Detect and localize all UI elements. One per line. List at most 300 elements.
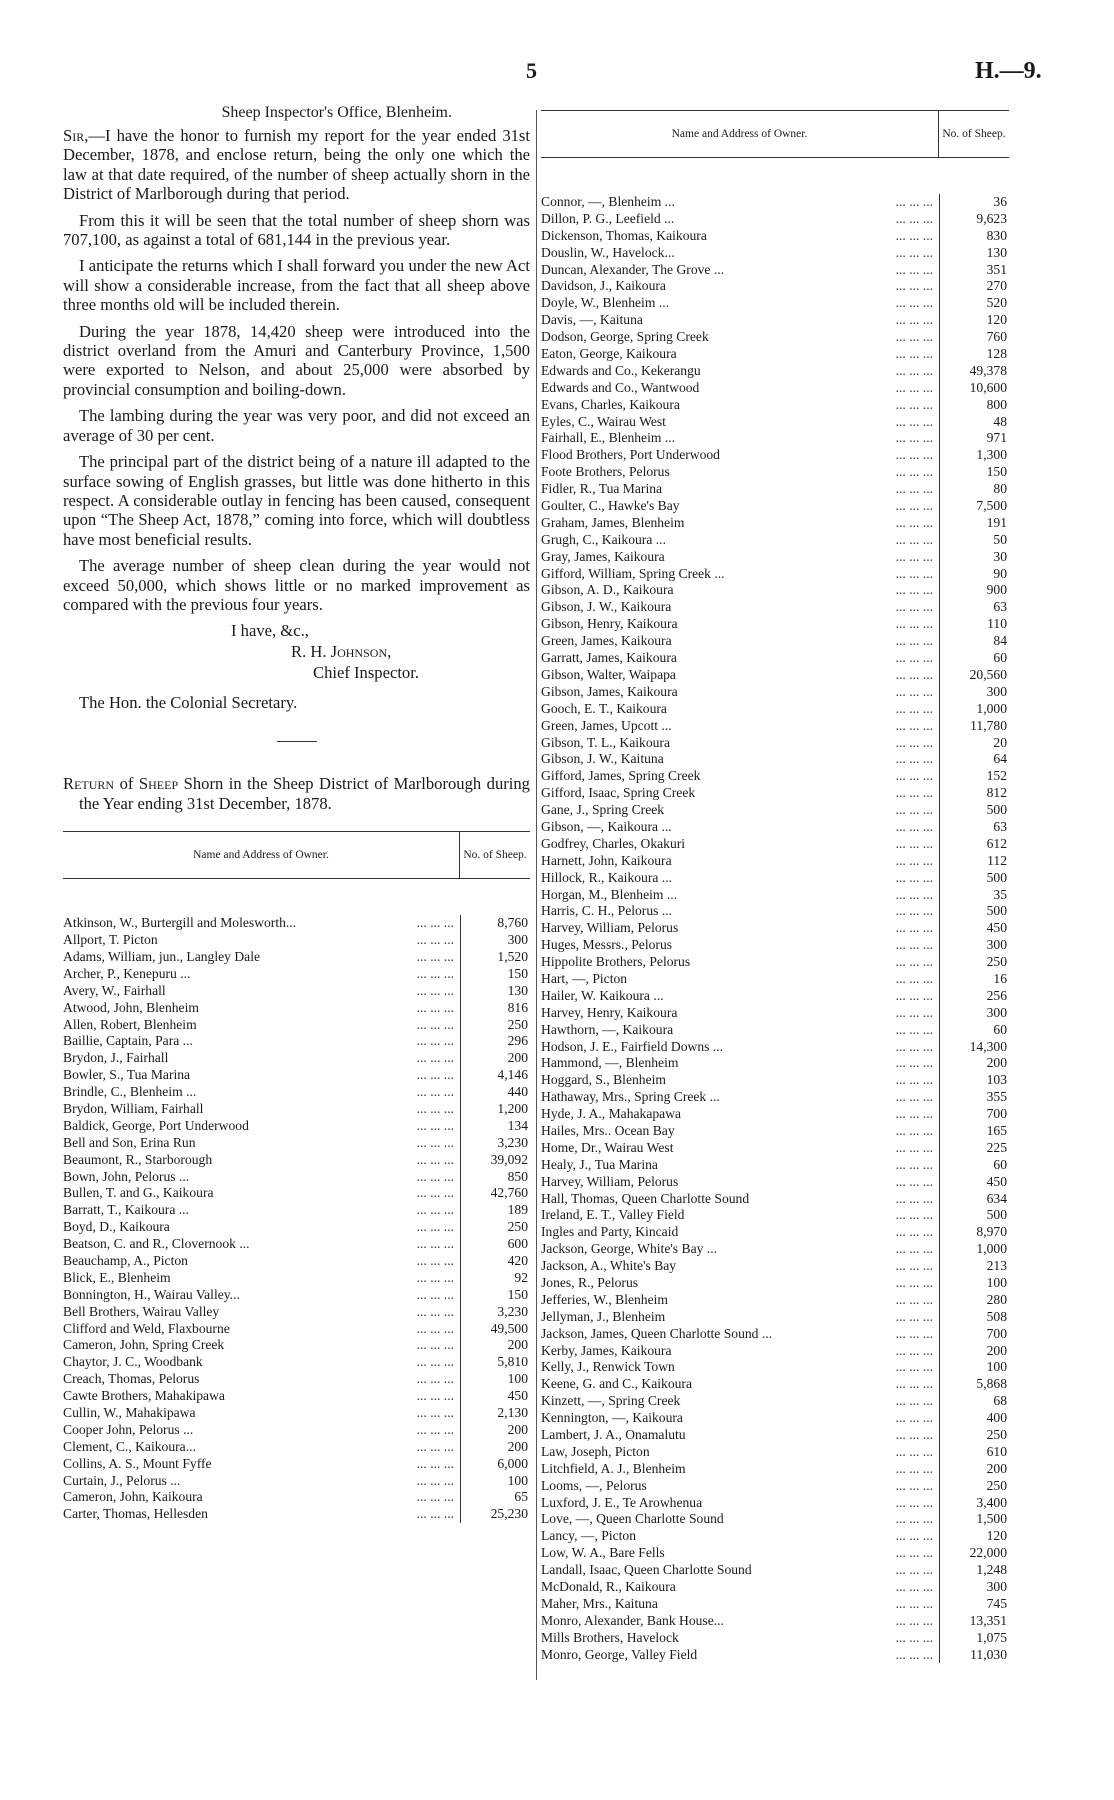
owner-name: Gifford, Isaac, Spring Creek ... ... ... [541, 785, 933, 801]
owner-name: Avery, W., Fairhall ... ... ... [63, 982, 454, 998]
leader-dots: ... ... ... [895, 987, 933, 1003]
table-row [541, 1055, 1009, 1072]
sheep-count: 900 [939, 582, 1009, 599]
owner-name: Duncan, Alexander, The Grove ... ... ... ... [541, 261, 933, 277]
table-row [63, 1489, 530, 1506]
leader-dots: ... ... ... [895, 852, 933, 868]
table-row [541, 1207, 1009, 1224]
leader-dots: ... ... ... [895, 565, 933, 581]
owner-name: Brydon, William, Fairhall ... ... ... [63, 1100, 454, 1116]
leader-dots: ... ... ... [895, 1646, 933, 1662]
leader-dots: ... ... ... [895, 1173, 933, 1189]
leader-dots: ... ... ... [895, 751, 933, 767]
owner-name: Dickenson, Thomas, Kaikoura ... ... ... [541, 227, 933, 243]
column-header-sheep: No. of Sheep. [459, 832, 530, 878]
owner-name: Hailes, Mrs.. Ocean Bay ... ... ... [541, 1122, 933, 1138]
table-row [541, 1528, 1009, 1545]
leader-dots: ... ... ... [416, 1100, 454, 1116]
sheep-count: 189 [460, 1202, 530, 1219]
owner-name: Jellyman, J., Blenheim ... ... ... [541, 1308, 933, 1324]
table-row [63, 1422, 530, 1439]
table-row [541, 1359, 1009, 1376]
leader-dots: ... ... ... [895, 1612, 933, 1628]
leader-dots: ... ... ... [416, 965, 454, 981]
letter-paragraph-5: The lambing during the year was very poor, and did not exceed an average of 30 per cent. [63, 406, 530, 445]
column-header-name: Name and Address of Owner. [671, 128, 808, 140]
owner-name: Beaumont, R., Starborough ... ... ... [63, 1151, 454, 1167]
leader-dots: ... ... ... [416, 915, 454, 931]
table-row [63, 983, 530, 1000]
owner-name: Harvey, William, Pelorus ... ... ... [541, 1173, 933, 1189]
recipient: The Hon. the Colonial Secretary. [79, 693, 298, 713]
table-row [63, 1067, 530, 1084]
sheep-count: 35 [939, 887, 1009, 904]
owner-name: Litchfield, A. J., Blenheim ... ... ... [541, 1460, 933, 1476]
sheep-count: 500 [939, 870, 1009, 887]
leader-dots: ... ... ... [895, 886, 933, 902]
owner-name: Home, Dr., Wairau West ... ... ... [541, 1139, 933, 1155]
owner-name: Harnett, John, Kaikoura ... ... ... [541, 852, 933, 868]
owner-name: Bown, John, Pelorus ... ... ... ... [63, 1168, 454, 1184]
leader-dots: ... ... ... [895, 700, 933, 716]
table-row [63, 932, 530, 949]
table-row [541, 380, 1009, 397]
leader-dots: ... ... ... [416, 1421, 454, 1437]
leader-dots: ... ... ... [895, 1545, 933, 1561]
sheep-count: 30 [939, 549, 1009, 566]
signatory: R. H. Johnson, [291, 642, 392, 662]
section-divider [277, 741, 317, 742]
owner-name: Clifford and Weld, Flaxbourne ... ... ... [63, 1320, 454, 1336]
sheep-count: 130 [460, 983, 530, 1000]
sheep-count: 8,970 [939, 1224, 1009, 1241]
leader-dots: ... ... ... [895, 717, 933, 733]
table-row [541, 566, 1009, 583]
table-row [541, 1343, 1009, 1360]
table-row [541, 430, 1009, 447]
sheep-count: 1,248 [939, 1562, 1009, 1579]
leader-dots: ... ... ... [416, 1168, 454, 1184]
table-row [63, 1337, 530, 1354]
owner-name: McDonald, R., Kaikoura ... ... ... [541, 1579, 933, 1595]
sheep-count: 68 [939, 1393, 1009, 1410]
sheep-count: 200 [939, 1343, 1009, 1360]
sheep-count: 63 [939, 819, 1009, 836]
table-row [541, 768, 1009, 785]
owner-name: Foote Brothers, Pelorus ... ... ... [541, 464, 933, 480]
table-row [541, 903, 1009, 920]
sheep-count: 49,378 [939, 363, 1009, 380]
table-row [541, 515, 1009, 532]
owner-name: Keene, G. and C., Kaikoura ... ... ... [541, 1376, 933, 1392]
leader-dots: ... ... ... [895, 633, 933, 649]
table-row [541, 329, 1009, 346]
owner-name: Lambert, J. A., Onamalutu ... ... ... [541, 1427, 933, 1443]
owner-name: Hailer, W. Kaikoura ... ... ... ... [541, 987, 933, 1003]
sheep-count: 48 [939, 414, 1009, 431]
return-title: Return of Sheep Shorn in the Sheep District of Marlborough during the Year ending 31st December, 1878. [63, 774, 530, 813]
owner-name: Atkinson, W., Burtergill and Molesworth... ... ... ... [63, 915, 454, 931]
leader-dots: ... ... ... [895, 1072, 933, 1088]
owner-name: Jones, R., Pelorus ... ... ... [541, 1275, 933, 1290]
owner-name: Hart, —, Picton ... ... ... [541, 970, 933, 986]
letter-paragraph-3: I anticipate the returns which I shall forward you under the new Act will show a considerable increase, from the fact that all sheep above three months old will be included therein. [63, 256, 530, 315]
sheep-count: 3,230 [460, 1135, 530, 1152]
leader-dots: ... ... ... [416, 1303, 454, 1319]
sheep-count: 634 [939, 1191, 1009, 1208]
leader-dots: ... ... ... [416, 1202, 454, 1218]
table-row [541, 582, 1009, 599]
table-row [63, 1185, 530, 1202]
owner-name: Hathaway, Mrs., Spring Creek ... ... ... ... [541, 1089, 933, 1105]
table-row [63, 1473, 530, 1490]
leader-dots: ... ... ... [895, 1089, 933, 1105]
leader-dots: ... ... ... [895, 1443, 933, 1459]
leader-dots: ... ... ... [895, 937, 933, 953]
sheep-count: 300 [939, 1005, 1009, 1022]
leader-dots: ... ... ... [895, 194, 933, 209]
owner-name: Bell Brothers, Wairau Valley ... ... ... [63, 1303, 454, 1319]
owner-name: Mills Brothers, Havelock ... ... ... [541, 1629, 933, 1645]
sheep-count: 800 [939, 397, 1009, 414]
owner-name: Atwood, John, Blenheim ... ... ... [63, 999, 454, 1015]
owner-name: Carter, Thomas, Hellesden ... ... ... [63, 1506, 454, 1522]
owner-name: Edwards and Co., Wantwood ... ... ... [541, 379, 933, 395]
owner-name: Lancy, —, Picton ... ... ... [541, 1528, 933, 1544]
right-column [541, 110, 1009, 1663]
leader-dots: ... ... ... [895, 582, 933, 598]
leader-dots: ... ... ... [895, 1004, 933, 1020]
owner-name: Hall, Thomas, Queen Charlotte Sound ... ... ... [541, 1190, 933, 1206]
sheep-count: 64 [939, 751, 1009, 768]
owner-name: Beauchamp, A., Picton ... ... ... [63, 1252, 454, 1268]
sheep-count: 300 [939, 1579, 1009, 1596]
leader-dots: ... ... ... [416, 1388, 454, 1404]
letter-paragraph-4: During the year 1878, 14,420 sheep were introduced into the district overland from the Amuri and Canterbury Province, 1,500 were exported to Nelson, and about 25,000 were absorbed by provincial consumption and boiling-down. [63, 321, 530, 399]
owner-name: Doyle, W., Blenheim ... ... ... ... [541, 295, 933, 311]
table-row [541, 633, 1009, 650]
owner-name: Clement, C., Kaikoura... ... ... ... [63, 1438, 454, 1454]
table-row [63, 1405, 530, 1422]
leader-dots: ... ... ... [416, 1236, 454, 1252]
table-row [541, 1630, 1009, 1647]
leader-dots: ... ... ... [895, 1207, 933, 1223]
leader-dots: ... ... ... [895, 970, 933, 986]
table-row [63, 1118, 530, 1135]
owner-name: Connor, —, Blenheim ... ... ... ... [541, 194, 933, 209]
table-row [541, 1191, 1009, 1208]
sheep-count: 850 [460, 1169, 530, 1186]
sheep-count: 610 [939, 1444, 1009, 1461]
table-row [541, 1022, 1009, 1039]
sheep-count: 80 [939, 481, 1009, 498]
sheep-count: 351 [939, 262, 1009, 279]
leader-dots: ... ... ... [895, 683, 933, 699]
sheep-count: 450 [939, 920, 1009, 937]
sheep-count: 420 [460, 1253, 530, 1270]
leader-dots: ... ... ... [895, 1122, 933, 1138]
leader-dots: ... ... ... [416, 1084, 454, 1100]
owner-name: Godfrey, Charles, Okakuri ... ... ... [541, 835, 933, 851]
sheep-count: 60 [939, 1157, 1009, 1174]
owner-name: Brindle, C., Blenheim ... ... ... ... [63, 1084, 454, 1100]
owner-name: Beatson, C. and R., Clovernook ... ... ... ... [63, 1236, 454, 1252]
sheep-count: 200 [460, 1422, 530, 1439]
leader-dots: ... ... ... [895, 1460, 933, 1476]
owner-name: Douslin, W., Havelock... ... ... ... [541, 244, 933, 260]
leader-dots: ... ... ... [895, 1021, 933, 1037]
leader-dots: ... ... ... [895, 1528, 933, 1544]
leader-dots: ... ... ... [895, 1595, 933, 1611]
leader-dots: ... ... ... [416, 1050, 454, 1066]
owner-name: Hawthorn, —, Kaikoura ... ... ... [541, 1021, 933, 1037]
owner-name: Bell and Son, Erina Run ... ... ... [63, 1134, 454, 1150]
sheep-count: 6,000 [460, 1456, 530, 1473]
sheep-count: 296 [460, 1033, 530, 1050]
table-row [541, 853, 1009, 870]
table-row [63, 1439, 530, 1456]
table-row [541, 481, 1009, 498]
sheep-count: 250 [460, 1219, 530, 1236]
leader-dots: ... ... ... [895, 1258, 933, 1274]
owner-name: Eaton, George, Kaikoura ... ... ... [541, 346, 933, 362]
table-row [541, 346, 1009, 363]
sheep-count: 256 [939, 988, 1009, 1005]
owner-name: Law, Joseph, Picton ... ... ... [541, 1443, 933, 1459]
sheep-count: 20 [939, 735, 1009, 752]
column-header-name: Name and Address of Owner. [193, 849, 329, 862]
leader-dots: ... ... ... [895, 1241, 933, 1257]
column-header-sheep: No. of Sheep. [938, 111, 1009, 157]
sheep-count: 1,000 [939, 1241, 1009, 1258]
owner-name: Grugh, C., Kaikoura ... ... ... ... [541, 531, 933, 547]
sheep-count: 11,030 [939, 1647, 1009, 1664]
table-row [541, 312, 1009, 329]
table-row [63, 1236, 530, 1253]
sheep-count: 250 [939, 1427, 1009, 1444]
owner-name: Luxford, J. E., Te Arowhenua ... ... ... [541, 1494, 933, 1510]
owner-name: Kinzett, —, Spring Creek ... ... ... [541, 1393, 933, 1409]
owner-name: Gane, J., Spring Creek ... ... ... [541, 802, 933, 818]
table-row [541, 701, 1009, 718]
leader-dots: ... ... ... [895, 346, 933, 362]
table-row [541, 1647, 1009, 1664]
sheep-count: 250 [939, 1478, 1009, 1495]
leader-dots: ... ... ... [895, 1494, 933, 1510]
sheep-count: 812 [939, 785, 1009, 802]
table-row [541, 785, 1009, 802]
table-row [63, 1506, 530, 1523]
table-row [541, 1596, 1009, 1613]
owner-name: Monro, George, Valley Field ... ... ... [541, 1646, 933, 1662]
table-row [541, 667, 1009, 684]
sheep-count: 520 [939, 295, 1009, 312]
table-row [541, 1478, 1009, 1495]
sheep-count: 13,351 [939, 1613, 1009, 1630]
owner-name: Gifford, James, Spring Creek ... ... ... [541, 768, 933, 784]
sheep-count: 1,500 [939, 1511, 1009, 1528]
leader-dots: ... ... ... [895, 548, 933, 564]
sheep-count: 112 [939, 853, 1009, 870]
signature-block [63, 620, 530, 683]
leader-dots: ... ... ... [895, 1325, 933, 1341]
table-row [541, 1376, 1009, 1393]
table-row [541, 616, 1009, 633]
leader-dots: ... ... ... [895, 498, 933, 514]
page-number: 5 [526, 58, 537, 83]
leader-dots: ... ... ... [895, 1562, 933, 1578]
owner-name: Dillon, P. G., Leefield ... ... ... ... [541, 210, 933, 226]
table-row [541, 245, 1009, 262]
table-row [541, 684, 1009, 701]
sheep-count: 1,000 [939, 701, 1009, 718]
table-row [541, 1393, 1009, 1410]
table-row [541, 447, 1009, 464]
leader-dots: ... ... ... [416, 1506, 454, 1522]
owner-name: Harvey, Henry, Kaikoura ... ... ... [541, 1004, 933, 1020]
leader-dots: ... ... ... [416, 1354, 454, 1370]
owner-name: Ingles and Party, Kincaid ... ... ... [541, 1224, 933, 1240]
owner-name: Gibson, Walter, Waipapa ... ... ... [541, 666, 933, 682]
table-row [541, 1545, 1009, 1562]
leader-dots: ... ... ... [416, 1320, 454, 1336]
owner-name: Curtain, J., Pelorus ... ... ... ... [63, 1472, 454, 1488]
sheep-count: 213 [939, 1258, 1009, 1275]
owner-name: Jefferies, W., Blenheim ... ... ... [541, 1291, 933, 1307]
leader-dots: ... ... ... [895, 1156, 933, 1172]
leader-dots: ... ... ... [895, 903, 933, 919]
owner-name: Gibson, Henry, Kaikoura ... ... ... [541, 616, 933, 632]
owner-name: Gifford, William, Spring Creek ... ... ... ... [541, 565, 933, 581]
table-row [541, 211, 1009, 228]
owner-name: Archer, P., Kenepuru ... ... ... ... [63, 965, 454, 981]
table-row [541, 937, 1009, 954]
leader-dots: ... ... ... [416, 1016, 454, 1032]
owner-name: Fidler, R., Tua Marina ... ... ... [541, 481, 933, 497]
sheep-count: 65 [460, 1489, 530, 1506]
leader-dots: ... ... ... [416, 982, 454, 998]
column-divider [536, 110, 537, 1680]
sheep-count: 500 [939, 802, 1009, 819]
owner-name: Gray, James, Kaikoura ... ... ... [541, 548, 933, 564]
sheep-count: 3,230 [460, 1304, 530, 1321]
table-row [541, 971, 1009, 988]
sheep-count: 60 [939, 1022, 1009, 1039]
sheep-count: 300 [460, 932, 530, 949]
leader-dots: ... ... ... [895, 278, 933, 294]
owner-name: Barratt, T., Kaikoura ... ... ... ... [63, 1202, 454, 1218]
sheep-count: 10,600 [939, 380, 1009, 397]
leader-dots: ... ... ... [895, 734, 933, 750]
leader-dots: ... ... ... [895, 261, 933, 277]
leader-dots: ... ... ... [416, 1117, 454, 1133]
leader-dots: ... ... ... [895, 1376, 933, 1392]
owner-name: Gibson, T. L., Kaikoura ... ... ... [541, 734, 933, 750]
sheep-count: 103 [939, 1072, 1009, 1089]
owner-name: Huges, Messrs., Pelorus ... ... ... [541, 937, 933, 953]
table-row [63, 1101, 530, 1118]
owner-name: Gibson, J. W., Kaituna ... ... ... [541, 751, 933, 767]
table-row [63, 1000, 530, 1017]
table-row [541, 802, 1009, 819]
leader-dots: ... ... ... [895, 312, 933, 328]
leader-dots: ... ... ... [895, 362, 933, 378]
salutation: Sir, [63, 126, 89, 145]
leader-dots: ... ... ... [895, 464, 933, 480]
leader-dots: ... ... ... [895, 430, 933, 446]
sheep-count: 5,810 [460, 1354, 530, 1371]
leader-dots: ... ... ... [895, 954, 933, 970]
table-rows [63, 879, 530, 1523]
table-row [541, 870, 1009, 887]
leader-dots: ... ... ... [416, 1337, 454, 1353]
table-row [63, 1371, 530, 1388]
leader-dots: ... ... ... [895, 1106, 933, 1122]
leader-dots: ... ... ... [416, 932, 454, 948]
table-row [541, 414, 1009, 431]
sheep-count: 11,780 [939, 718, 1009, 735]
leader-dots: ... ... ... [895, 802, 933, 818]
owner-name: Creach, Thomas, Pelorus ... ... ... [63, 1371, 454, 1387]
sheep-count: 49,500 [460, 1321, 530, 1338]
table-row [63, 1270, 530, 1287]
table-row [541, 1309, 1009, 1326]
leader-dots: ... ... ... [416, 1134, 454, 1150]
sheep-count: 39,092 [460, 1152, 530, 1169]
table-row [63, 1456, 530, 1473]
sheep-count: 8,760 [460, 915, 530, 932]
owner-name: Fairhall, E., Blenheim ... ... ... ... [541, 430, 933, 446]
table-row [63, 1084, 530, 1101]
table-row [541, 1275, 1009, 1292]
table-row [541, 751, 1009, 768]
leader-dots: ... ... ... [416, 1033, 454, 1049]
table-row [63, 1169, 530, 1186]
sheep-count: 508 [939, 1309, 1009, 1326]
sheep-count: 612 [939, 836, 1009, 853]
table-row [541, 1039, 1009, 1056]
sheep-count: 36 [939, 194, 1009, 211]
owner-name: Chaytor, J. C., Woodbank ... ... ... [63, 1354, 454, 1370]
table-row [541, 1495, 1009, 1512]
owner-name: Cullin, W., Mahakipawa ... ... ... [63, 1404, 454, 1420]
owner-name: Jackson, A., White's Bay ... ... ... [541, 1258, 933, 1274]
leader-dots: ... ... ... [895, 666, 933, 682]
table-row [63, 1304, 530, 1321]
leader-dots: ... ... ... [895, 768, 933, 784]
table-row [541, 1089, 1009, 1106]
table-row [63, 1202, 530, 1219]
leader-dots: ... ... ... [895, 1224, 933, 1240]
sheep-count: 42,760 [460, 1185, 530, 1202]
document-code: H.—9. [975, 58, 1042, 84]
sheep-count: 5,868 [939, 1376, 1009, 1393]
owner-name: Davis, —, Kaituna ... ... ... [541, 312, 933, 328]
leader-dots: ... ... ... [416, 1185, 454, 1201]
sheep-count: 745 [939, 1596, 1009, 1613]
table-row [63, 1354, 530, 1371]
sheep-count: 300 [939, 684, 1009, 701]
owner-name: Maher, Mrs., Kaituna ... ... ... [541, 1595, 933, 1611]
leader-dots: ... ... ... [416, 1252, 454, 1268]
sheep-count: 120 [939, 1528, 1009, 1545]
leader-dots: ... ... ... [416, 1455, 454, 1471]
table-row [63, 966, 530, 983]
owner-name: Goulter, C., Hawke's Bay ... ... ... [541, 498, 933, 514]
owner-name: Bullen, T. and G., Kaikoura ... ... ... [63, 1185, 454, 1201]
leader-dots: ... ... ... [895, 210, 933, 226]
sheep-count: 600 [460, 1236, 530, 1253]
